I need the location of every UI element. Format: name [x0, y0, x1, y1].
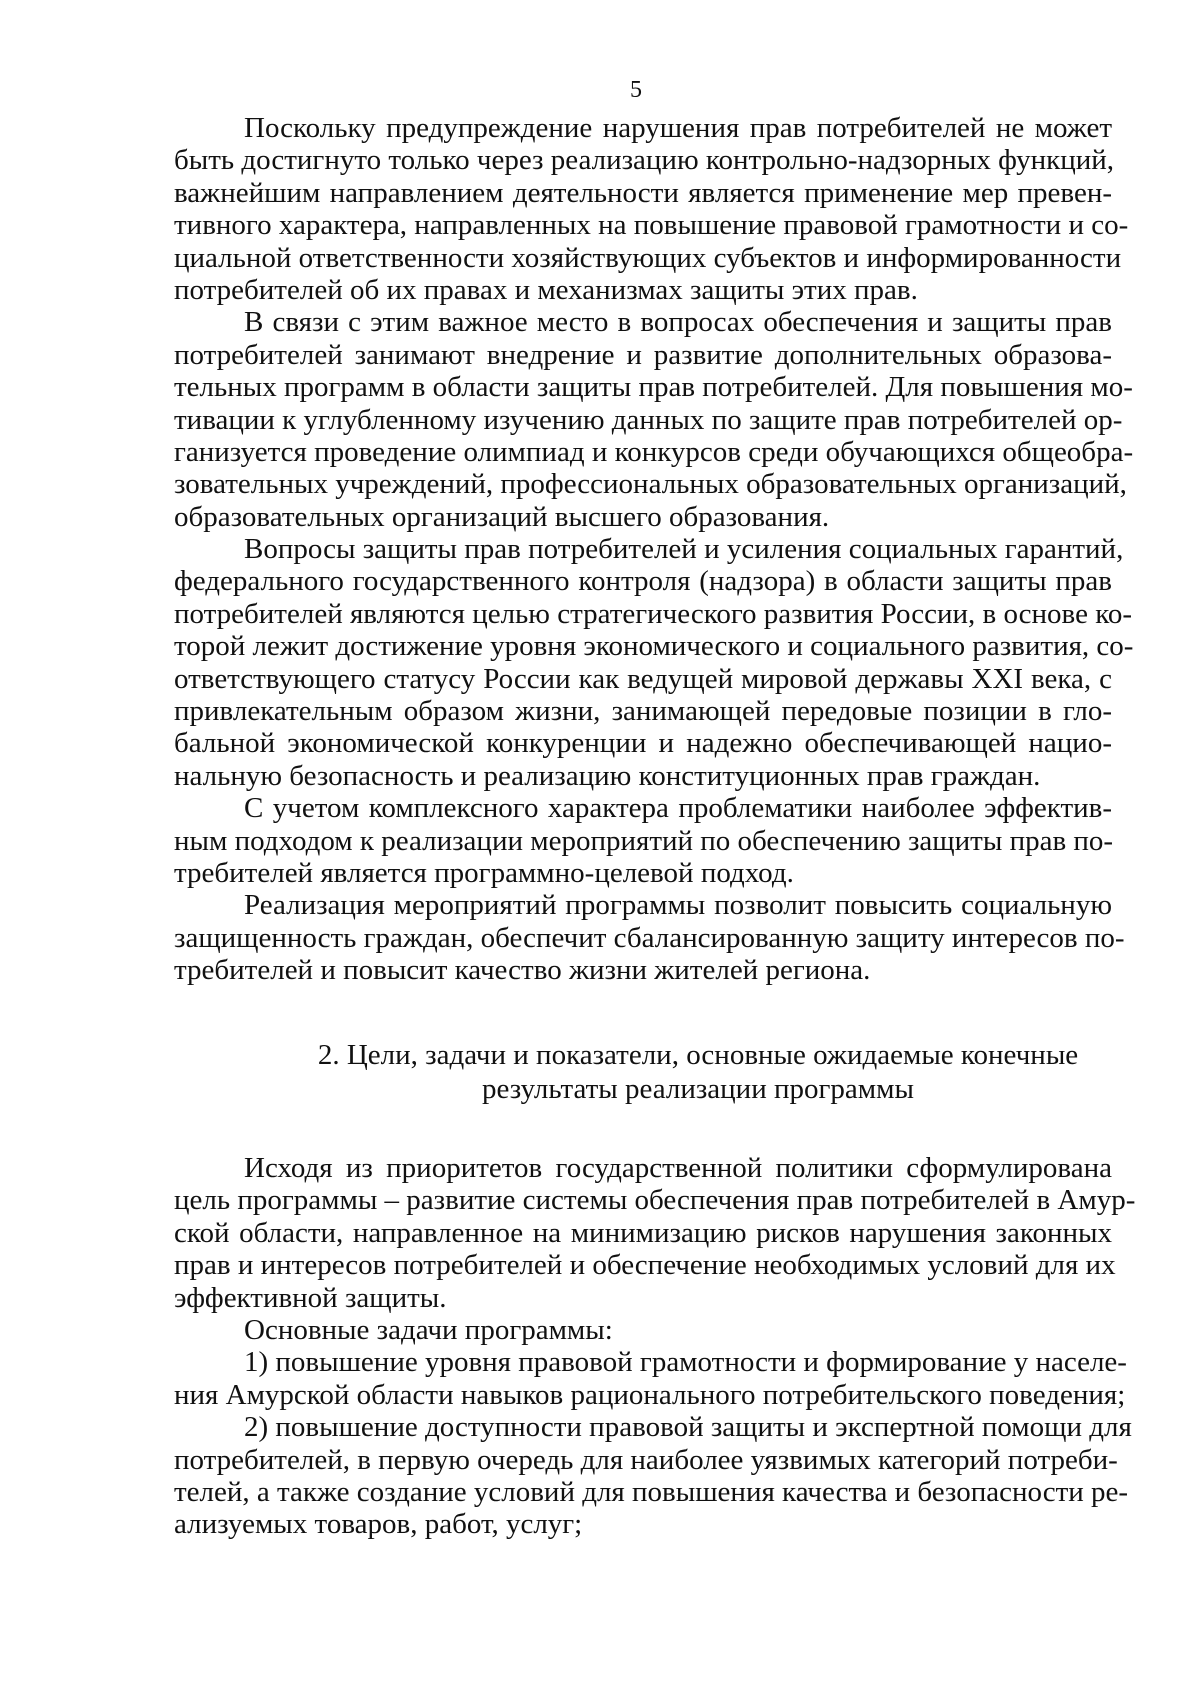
text-line: 2) повышение доступности правовой защиты и экспертной помощи для — [244, 1411, 1132, 1444]
text-line: образовательных организаций высшего образования. — [174, 500, 830, 533]
paragraph — [174, 533, 1134, 792]
text-line: бальной экономической конкуренции и надежно обеспечивающей нацио- — [174, 727, 1112, 760]
text-line: телей, а также создание условий для повышения качества и безопасности ре- — [174, 1475, 1129, 1508]
text-line: В связи с этим важное место в вопросах обеспечения и защиты прав — [244, 306, 1112, 339]
text-line: ния Амурской области навыков рационального потребительского поведения; — [174, 1378, 1126, 1411]
text-line: прав и интересов потребителей и обеспечение необходимых условий для их — [174, 1249, 1116, 1282]
paragraph — [174, 792, 1112, 889]
section-heading-line-1: 2. Цели, задачи и показатели, основные ожидаемые конечные — [317, 1039, 1079, 1071]
paragraph — [174, 306, 1134, 533]
text-line: эффективной защиты. — [174, 1281, 447, 1314]
text-line: Вопросы защиты прав потребителей и усиления социальных гарантий, — [244, 533, 1124, 566]
text-line: Реализация мероприятий программы позволит повысить социальную — [244, 889, 1112, 922]
paragraph — [174, 1346, 1127, 1411]
text-line: Поскольку предупреждение нарушения прав потребителей не может — [244, 112, 1112, 144]
paragraph — [174, 889, 1125, 987]
text-line: защищенность граждан, обеспечит сбалансированную защиту интересов по- — [174, 921, 1125, 954]
text-line: тивации к углубленному изучению данных по защите прав потребителей ор- — [174, 403, 1123, 436]
section-heading — [174, 1038, 1112, 1106]
text-line: С учетом комплексного характера проблематики наиболее эффектив- — [244, 792, 1112, 825]
paragraph — [174, 1152, 1136, 1314]
text-line: циальной ответственности хозяйствующих субъектов и информированности — [174, 241, 1122, 274]
text-line: 1) повышение уровня правовой грамотности и формирование у населе- — [244, 1346, 1127, 1379]
text-line: цель программы – развитие системы обеспечения прав потребителей в Амур- — [174, 1184, 1136, 1217]
text-line: ганизуется проведение олимпиад и конкурсов среди обучающихся общеобра- — [174, 435, 1134, 468]
paragraph — [174, 1411, 1132, 1541]
text-line: ным подходом к реализации мероприятий по обеспечению защиты прав по- — [174, 824, 1114, 857]
text-line: требителей и повысит качество жизни жителей региона. — [174, 954, 871, 987]
text-line: потребителей об их правах и механизмах защиты этих прав. — [174, 273, 918, 306]
text-line: потребителей являются целью стратегического развития России, в основе ко- — [174, 597, 1132, 630]
text-line: потребителей занимают внедрение и развитие дополнительных образова- — [174, 338, 1112, 371]
text-line: торой лежит достижение уровня экономического и социального развития, со- — [174, 630, 1134, 663]
text-line: быть достигнуто только через реализацию контрольно-надзорных функций, — [174, 144, 1115, 177]
text-line: важнейшим направлением деятельности является применение мер превен- — [174, 176, 1112, 209]
text-line: Основные задачи программы: — [244, 1313, 613, 1346]
section-heading-line-2: результаты реализации программы — [482, 1073, 914, 1105]
text-line: нальную безопасность и реализацию конституционных прав граждан. — [174, 759, 1041, 792]
text-line: тивного характера, направленных на повышение правовой грамотности и со- — [174, 209, 1129, 242]
text-line: ской области, направленное на минимизацию рисков нарушения законных — [174, 1216, 1112, 1249]
body-text-block-1 — [174, 112, 1134, 987]
paragraph — [174, 1314, 1112, 1346]
text-line: тельных программ в области защиты прав потребителей. Для повышения мо- — [174, 371, 1133, 404]
text-line: привлекательным образом жизни, занимающей передовые позиции в гло- — [174, 695, 1112, 728]
text-line: зовательных учреждений, профессиональных образовательных организаций, — [174, 468, 1127, 501]
paragraph — [174, 112, 1129, 306]
text-line: требителей является программно-целевой подход. — [174, 856, 794, 889]
page-number: 5 — [630, 77, 642, 103]
text-line: федерального государственного контроля (надзора) в области защиты прав — [174, 565, 1112, 598]
text-line: ализуемых товаров, работ, услуг; — [174, 1508, 583, 1541]
body-text-block-2 — [174, 1152, 1136, 1541]
text-line: Исходя из приоритетов государственной политики сформулирована — [244, 1152, 1112, 1184]
text-line: ответствующего статусу России как ведущей мировой державы XXI века, с — [174, 662, 1112, 695]
text-line: потребителей, в первую очередь для наиболее уязвимых категорий потреби- — [174, 1443, 1118, 1476]
